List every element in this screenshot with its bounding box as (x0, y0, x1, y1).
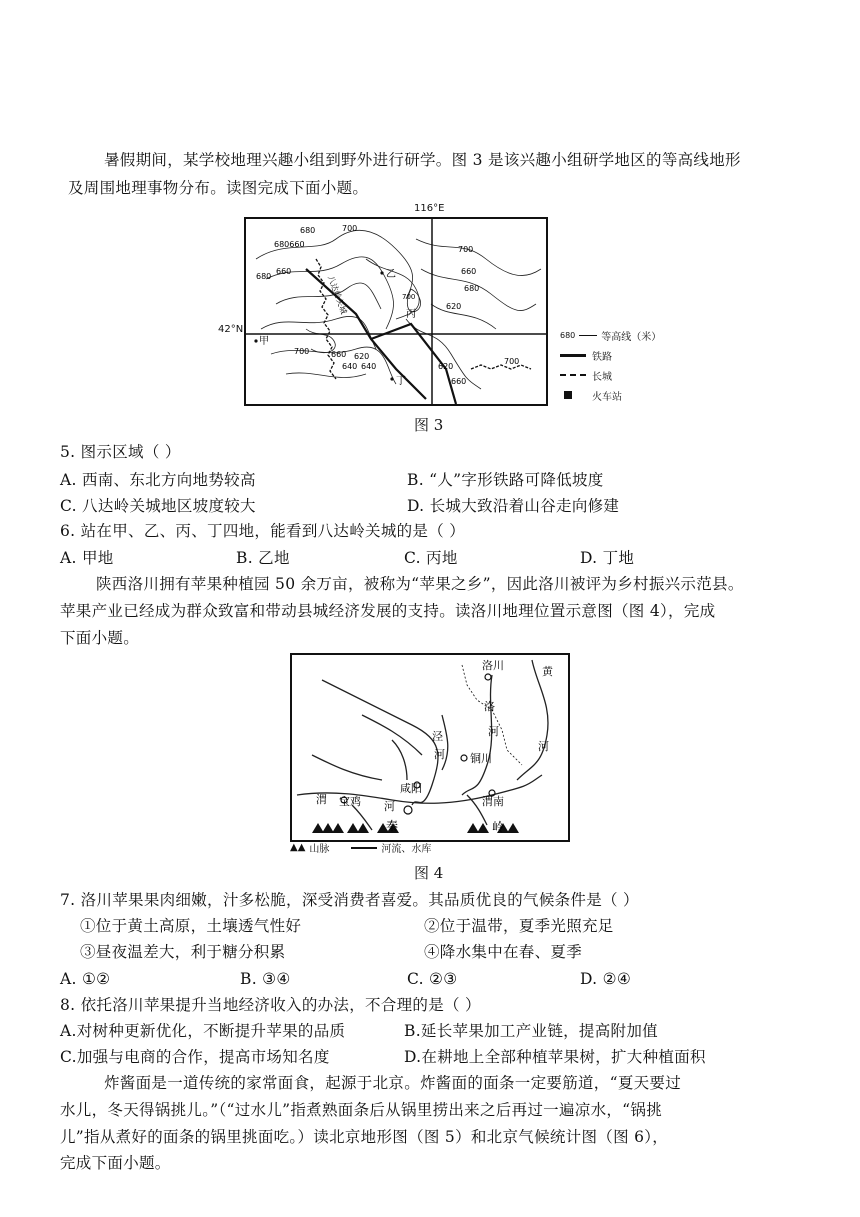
q7-option-a: A. ①② (60, 970, 111, 988)
figure-4-location-map (290, 653, 570, 842)
legend-contour (560, 325, 670, 345)
longitude-label: 116°E (414, 203, 445, 214)
label-luohe: 河 (488, 725, 499, 738)
q5-option-b: B. “人”字形铁路可降低坡度 (407, 471, 604, 489)
figure-3-caption: 图 3 (414, 416, 444, 434)
legend-mountain-label: 山脉 (309, 844, 330, 855)
place-yi: 乙 (386, 269, 396, 280)
luochuan-paragraph-line-2: 苹果产业已经成为群众致富和带动县城经济发展的支持。读洛川地理位置示意图（图 4），完成 (60, 602, 716, 620)
q7-statement-4: ④降水集中在春、夏季 (424, 943, 583, 961)
river-icon (351, 847, 377, 849)
label-jing: 泾 (432, 730, 443, 743)
place-badaling: 八达岭关城 (326, 274, 349, 316)
intro-paragraph-line-1: 暑假期间，某学校地理兴趣小组到野外进行研学。图 3 是该兴趣小组研学地区的等高线地形 (104, 151, 741, 169)
q8-option-c: C.加强与电商的合作，提高市场知名度 (60, 1048, 330, 1066)
contour-label-640: 640 (361, 362, 377, 371)
mountain-icon: ▲▲ (290, 842, 306, 853)
label-jinghe: 河 (434, 748, 445, 761)
figure-4-legend (290, 840, 431, 855)
luochuan-paragraph-line-3: 下面小题。 (60, 629, 140, 647)
legend-river-label: 河流、水库 (381, 844, 432, 855)
q5-stem: 5. 图示区域（ ） (60, 443, 181, 461)
contour-label-620: 620 (446, 302, 462, 311)
legend-river (351, 840, 431, 855)
q8-stem: 8. 依托洛川苹果提升当地经济收入的办法，不合理的是（ ） (60, 996, 481, 1014)
q8-option-d: D.在耕地上全部种植苹果树，扩大种植面积 (404, 1048, 706, 1066)
legend-railway-label: 铁路 (592, 351, 612, 363)
label-he: 河 (538, 740, 549, 753)
contour-label-700: 700 (294, 347, 310, 356)
q6-option-d: D. 丁地 (580, 549, 635, 567)
legend-wall (560, 365, 670, 385)
legend-wall-label: 长城 (592, 371, 612, 383)
contour-label-620: 620 (354, 352, 370, 361)
zhajiangmian-paragraph-line-1: 炸酱面是一道传统的家常面食，起源于北京。炸酱面的面条一定要筋道，“夏天要过 (104, 1074, 682, 1092)
q5-option-d: D. 长城大致沿着山谷走向修建 (407, 497, 620, 515)
city-weinan: 渭南 (482, 795, 504, 808)
q7-option-c: C. ②③ (407, 970, 458, 988)
intro-paragraph-line-2: 及周围地理事物分布。读图完成下面小题。 (68, 179, 369, 197)
contour-label-700: 700 (342, 224, 358, 233)
q5-option-a: A. 西南、东北方向地势较高 (60, 471, 256, 489)
q7-statement-1: ①位于黄土高原，土壤透气性好 (80, 917, 302, 935)
label-ling: 岭 (492, 820, 505, 834)
q7-statement-3: ③昼夜温差大，利于糖分积累 (80, 943, 286, 961)
figure-3-legend (560, 325, 670, 405)
contour-label-700: 700 (402, 293, 416, 301)
q7-statement-2: ②位于温带，夏季光照充足 (424, 917, 614, 935)
station-icon (564, 391, 572, 399)
q8-option-b: B.延长苹果加工产业链，提高附加值 (404, 1022, 658, 1040)
q6-stem: 6. 站在甲、乙、丙、丁四地，能看到八达岭关城的是（ ） (60, 522, 466, 540)
legend-mountain (290, 840, 329, 855)
city-xianyang: 咸阳 (400, 782, 422, 795)
figure-3-contour-map (244, 217, 548, 406)
q7-option-b: B. ③④ (240, 970, 291, 988)
zhajiangmian-paragraph-line-3: 儿”指从煮好的面条的锅里挑面吃。）读北京地形图（图 5）和北京气候统计图（图 6）， (60, 1128, 669, 1146)
contour-label-660: 660 (331, 350, 347, 359)
legend-contour-label: 等高线（米） (601, 331, 662, 343)
label-huang: 黄 (542, 665, 553, 678)
contour-label-640: 640 (342, 362, 358, 371)
city-luochuan: 洛川 (482, 659, 504, 672)
q8-option-a: A.对树种更新优化，不断提升苹果的品质 (60, 1022, 346, 1040)
great-wall-icon (560, 374, 586, 376)
q5-option-c: C. 八达岭关城地区坡度较大 (60, 497, 256, 515)
label-qin: 秦 (386, 819, 399, 833)
contour-label-680: 680 (464, 284, 480, 293)
railway-icon (560, 354, 586, 357)
q6-option-b: B. 乙地 (236, 549, 290, 567)
q7-stem: 7. 洛川苹果果肉细嫩，汁多松脆，深受消费者喜爱。其品质优良的气候条件是（ ） (60, 891, 639, 909)
zhajiangmian-paragraph-line-4: 完成下面小题。 (60, 1154, 171, 1172)
legend-station-label: 火车站 (592, 391, 622, 403)
place-jia: 甲 (259, 336, 269, 347)
place-ding: 丁 (396, 376, 406, 387)
place-bing: 丙 (406, 309, 416, 320)
contour-label-700: 700 (504, 357, 520, 366)
label-luo: 洛 (484, 700, 495, 713)
zhajiangmian-paragraph-line-2: 水儿，冬天得锅挑儿。”（“过水儿”指煮熟面条后从锅里捞出来之后再过一遍凉水，“锅挑 (60, 1101, 662, 1119)
city-baoji: 宝鸡 (339, 795, 361, 808)
luochuan-paragraph-line-1: 陕西洛川拥有苹果种植园 50 余万亩，被称为“苹果之乡”，因此洛川被评为乡村振兴示范县。 (96, 575, 744, 593)
contour-line-icon (579, 335, 597, 336)
figure-4-caption: 图 4 (414, 864, 444, 882)
q6-option-a: A. 甲地 (60, 549, 114, 567)
contour-label-620: 620 (438, 362, 454, 371)
contour-label-660: 660 (461, 267, 477, 276)
q6-option-c: C. 丙地 (404, 549, 458, 567)
label-he2: 河 (384, 800, 395, 813)
city-tongchuan: 铜川 (470, 752, 492, 765)
contour-label-680660: 680660 (274, 240, 305, 249)
contour-label-660: 660 (276, 267, 292, 276)
legend-contour-number: 680 (560, 330, 576, 340)
contour-label-680: 680 (300, 226, 316, 235)
contour-label-660: 660 (451, 377, 467, 386)
contour-label-680: 680 (256, 272, 272, 281)
legend-station (560, 385, 670, 405)
latitude-label: 42°N (218, 324, 244, 335)
q7-option-d: D. ②④ (580, 970, 632, 988)
legend-railway (560, 345, 670, 365)
label-wei: 渭 (316, 793, 327, 806)
contour-label-700: 700 (458, 245, 474, 254)
